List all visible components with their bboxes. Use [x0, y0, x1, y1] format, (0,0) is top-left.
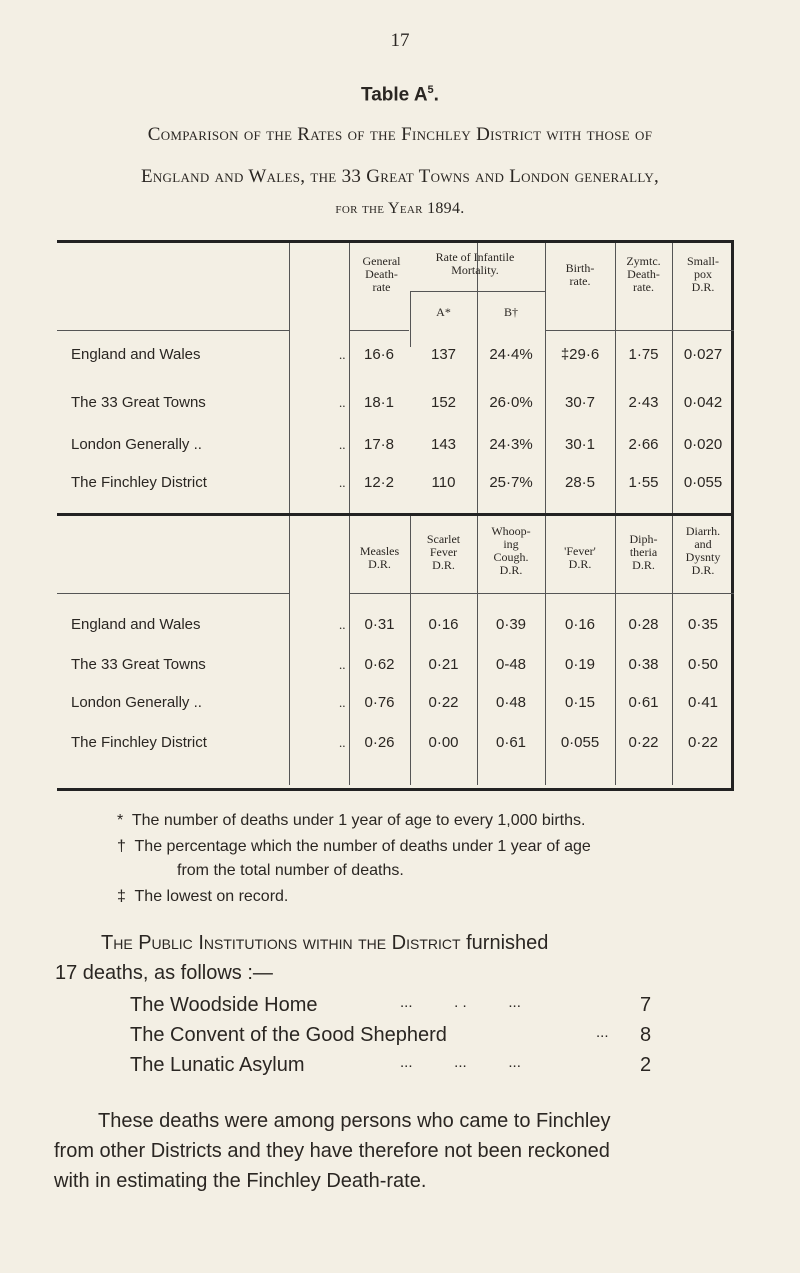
header-scarlet-fever: Scarlet Fever D.R.	[426, 532, 461, 572]
footnote: † The percentage which the number of deaths under 1 year of age	[117, 838, 591, 855]
closing-line-3: with in estimating the Finchley Death-rate.	[54, 1170, 427, 1192]
page-number: 17	[390, 30, 410, 51]
footnote: ‡ The lowest on record.	[117, 888, 289, 905]
header-rule	[57, 593, 289, 594]
caption-line-1: Comparison of the Rates of the Finchley District with those of	[147, 124, 653, 145]
column-rule	[410, 291, 411, 347]
header-measles: Measles D.R.	[359, 544, 400, 571]
institutions-count: 17 deaths, as follows :—	[55, 962, 273, 984]
header-subrule	[410, 291, 545, 292]
caption-line-3: for the Year 1894.	[335, 200, 465, 217]
header-rule	[349, 593, 734, 594]
header-zymotic-death-rate: Zymtc. Death- rate.	[626, 254, 661, 294]
header-diphtheria: Diph- theria D.R.	[629, 532, 658, 572]
table-title: Table $A^5$.	[361, 84, 439, 106]
header-infantile-mortality: Rate of Infantile Mortality.	[435, 250, 515, 277]
caption-line-2: England and Wales, the 33 Great Towns and London generally,	[140, 166, 660, 187]
header-rule	[349, 330, 409, 331]
header-fever: 'Fever' D.R.	[564, 544, 596, 571]
footnote: * The number of deaths under 1 year of age to every 1,000 births.	[117, 812, 586, 829]
statistics-table: General Death- rate Rate of Infantile Mortality. A* B† Birth- rate. Zymtc. Death- rate. Small- pox D.R. England and Wales .. 16·6 137 24·4% ‡29·6 1·75 0·027 The 33 Great Towns .. 18·1 152 26·0% 30·7 2·43 0·042 London Generally .. .. 17·8 143 24·3% 30·1 2·66 0·020 The Finchley District .. 12·2 110 25·7% 28·5 1·55 0·055 Measles D.R. Scarlet Fever D.R. Whoop- ing Cough. D.R. 'Fever' D.R. Diph- theria D.R. Diarrh. and Dysnty D.R. England and Wales .. 0·31 0·16 0·39 0·16 0·28 0·35 The 33 Great Towns .. 0·62 0·21 0-48 0·19 0·38 0·50 London Generally .. .. 0·76 0·22 0·48 0·15 0·61 0·41 The Finchley District .. 0·26 0·00 0·61 0·055 0·22 0·22	[57, 240, 734, 791]
closing-line-1: These deaths were among persons who came to Finchley	[98, 1110, 611, 1132]
header-rate-a: A*	[436, 305, 451, 319]
footnote: from the total number of deaths.	[177, 862, 404, 879]
closing-line-2: from other Districts and they have therefore not been reckoned	[54, 1140, 610, 1162]
institutions-intro: The Public Institutions within the District furnished	[101, 932, 549, 954]
header-general-death-rate: General Death- rate	[362, 254, 401, 294]
header-whooping-cough: Whoop- ing Cough. D.R.	[491, 524, 531, 577]
header-rule	[545, 330, 734, 331]
table-separator	[57, 513, 731, 516]
header-rate-b: B†	[503, 305, 518, 319]
header-rule	[57, 330, 289, 331]
header-birth-rate: Birth- rate.	[565, 261, 595, 288]
header-diarrhoea-dysentery: Diarrh. and Dysnty D.R.	[685, 524, 721, 577]
header-smallpox-death-rate: Small- pox D.R.	[687, 254, 719, 294]
